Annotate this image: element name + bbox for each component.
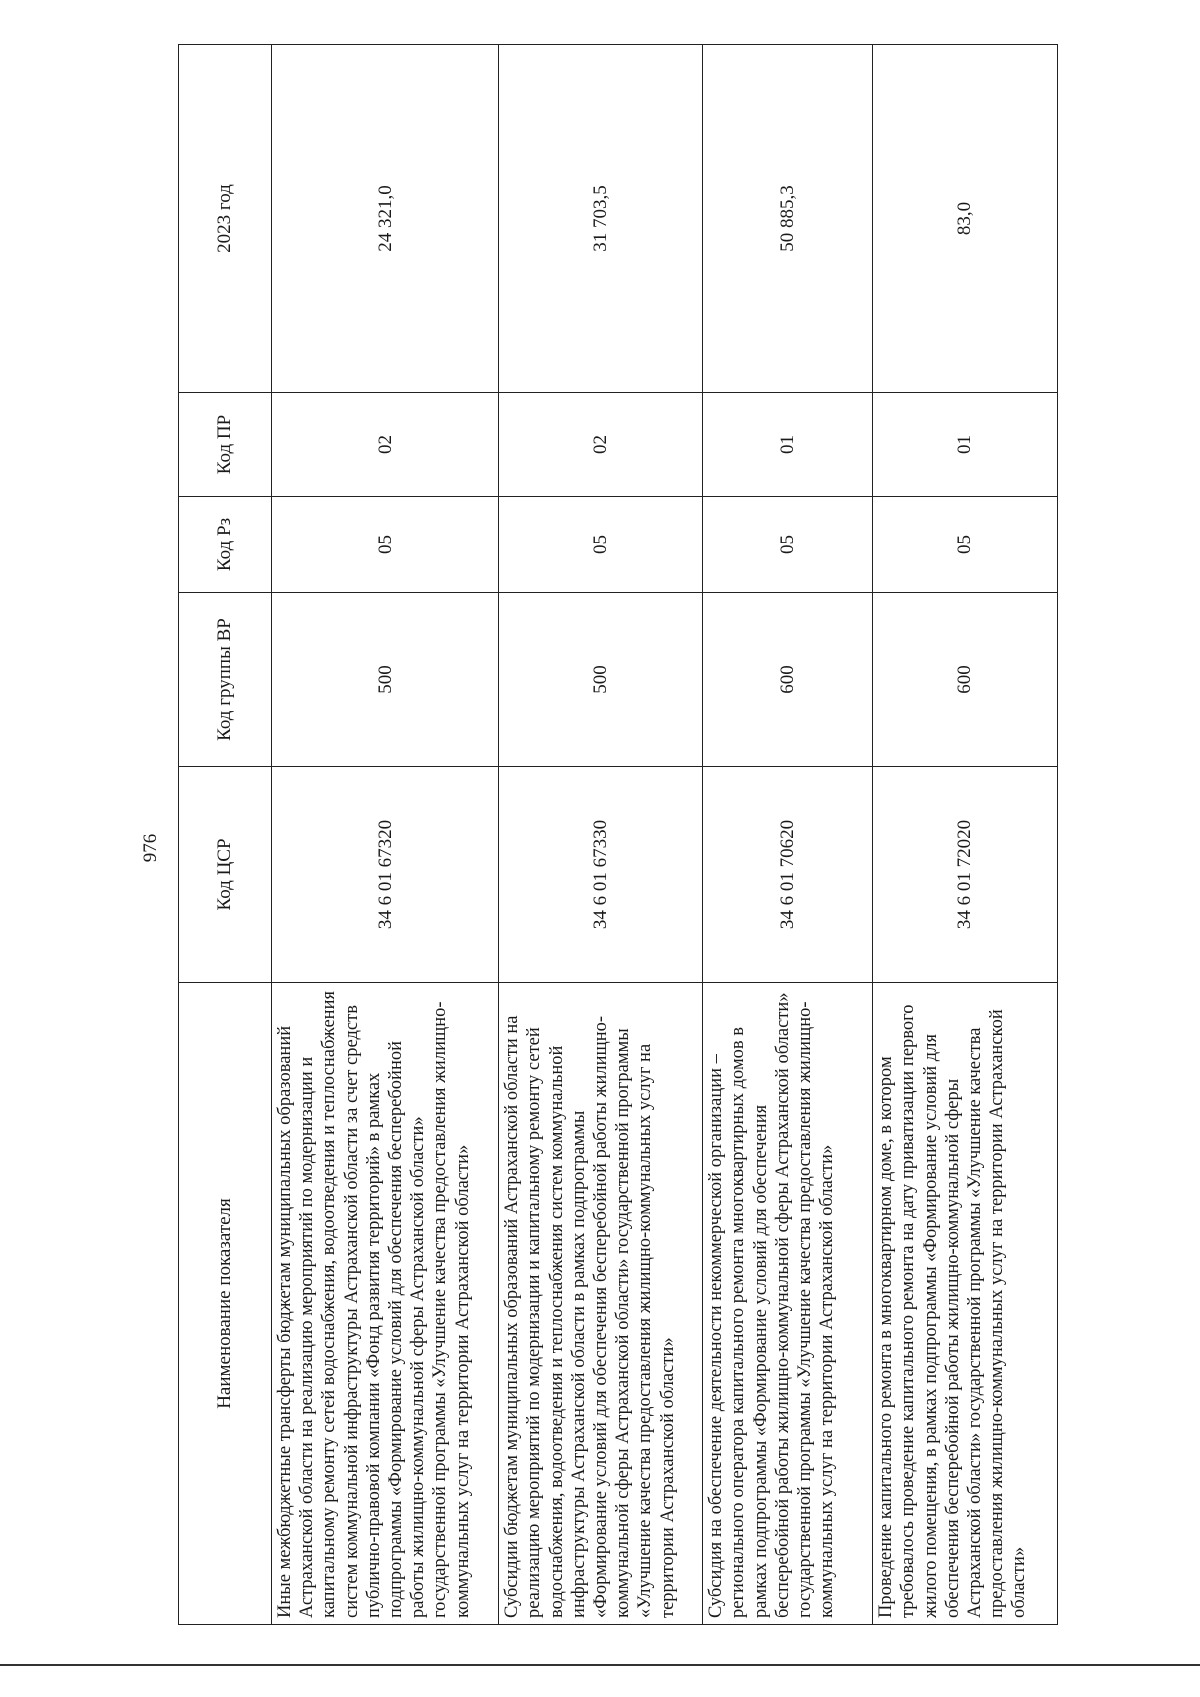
table-header-row [179, 45, 272, 1625]
table-row [873, 45, 1058, 1625]
row-rz: 05 [272, 497, 499, 593]
page-number-wrapper [56, 0, 161, 1697]
row-name: Субсидия на обеспечение деятельности некоммерческой организации – регионального оператора капитального ремонта многоквартирных домов в рамках подпрограммы «Формирование условий для обеспечения бесперебойной работы жилищно-коммунальной сферы Астраханской области» государственной программы «Улучшение качества предоставления жилищно-коммунальных услуг на территории Астраханской области» [703, 983, 873, 1625]
header-vr: Код группы ВР [179, 593, 272, 767]
table-row [703, 45, 873, 1625]
row-csr: 34 6 01 70620 [703, 767, 873, 983]
header-csr: Код ЦСР [179, 767, 272, 983]
row-name: Проведение капитального ремонта в многоквартирном доме, в котором требовалось проведение капитального ремонта на дату приватизации первого жилого помещения, в рамках подпрограммы «Формирование условий для обеспечения бесперебойной работы жилищно-коммунальной сферы Астраханской области» государственной программы «Улучшение качества предоставления жилищно-коммунальных услуг на территории Астраханской области» [873, 983, 1058, 1625]
row-pr: 01 [703, 393, 873, 497]
row-year: 83,0 [873, 45, 1058, 393]
row-vr: 500 [499, 593, 703, 767]
budget-table [178, 44, 1058, 1625]
rotated-table-container [178, 45, 1058, 1625]
page-number: 976 [140, 833, 161, 863]
header-rz: Код Рз [179, 497, 272, 593]
row-pr: 01 [873, 393, 1058, 497]
header-pr: Код ПР [179, 393, 272, 497]
header-name: Наименование показателя [179, 983, 272, 1625]
row-year: 50 885,3 [703, 45, 873, 393]
row-rz: 05 [703, 497, 873, 593]
row-csr: 34 6 01 72020 [873, 767, 1058, 983]
row-csr: 34 6 01 67320 [272, 767, 499, 983]
row-rz: 05 [873, 497, 1058, 593]
row-name: Субсидии бюджетам муниципальных образований Астраханской области на реализацию мероприятий по модернизации и капитальному ремонту сетей водоснабжения, водоотведения и теплоснабжения систем коммунальной инфраструктуры Астраханской области в рамках подпрограммы «Формирование условий для обеспечения бесперебойной работы жилищно-коммунальной сферы Астраханской области» государственной программы «Улучшение качества предоставления жилищно-коммунальных услуг на территории Астраханской области» [499, 983, 703, 1625]
table-row [272, 45, 499, 1625]
row-pr: 02 [499, 393, 703, 497]
row-csr: 34 6 01 67330 [499, 767, 703, 983]
row-vr: 500 [272, 593, 499, 767]
header-year: 2023 год [179, 45, 272, 393]
row-vr: 600 [703, 593, 873, 767]
row-vr: 600 [873, 593, 1058, 767]
bottom-rule-divider [0, 1664, 1200, 1666]
row-pr: 02 [272, 393, 499, 497]
table-row [499, 45, 703, 1625]
row-rz: 05 [499, 497, 703, 593]
row-year: 31 703,5 [499, 45, 703, 393]
row-name: Иные межбюджетные трансферты бюджетам муниципальных образований Астраханской области на реализацию мероприятий по модернизации и капитальному ремонту сетей водоснабжения, водоотведения и теплоснабжения систем коммунальной инфраструктуры Астраханской области за счет средств публично-правовой компании «Фонд развития территорий» в рамках подпрограммы «Формирование условий для обеспечения бесперебойной работы жилищно-коммунальной сферы Астраханской области» государственной программы «Улучшение качества предоставления жилищно-коммунальных услуг на территории Астраханской области» [272, 983, 499, 1625]
row-year: 24 321,0 [272, 45, 499, 393]
